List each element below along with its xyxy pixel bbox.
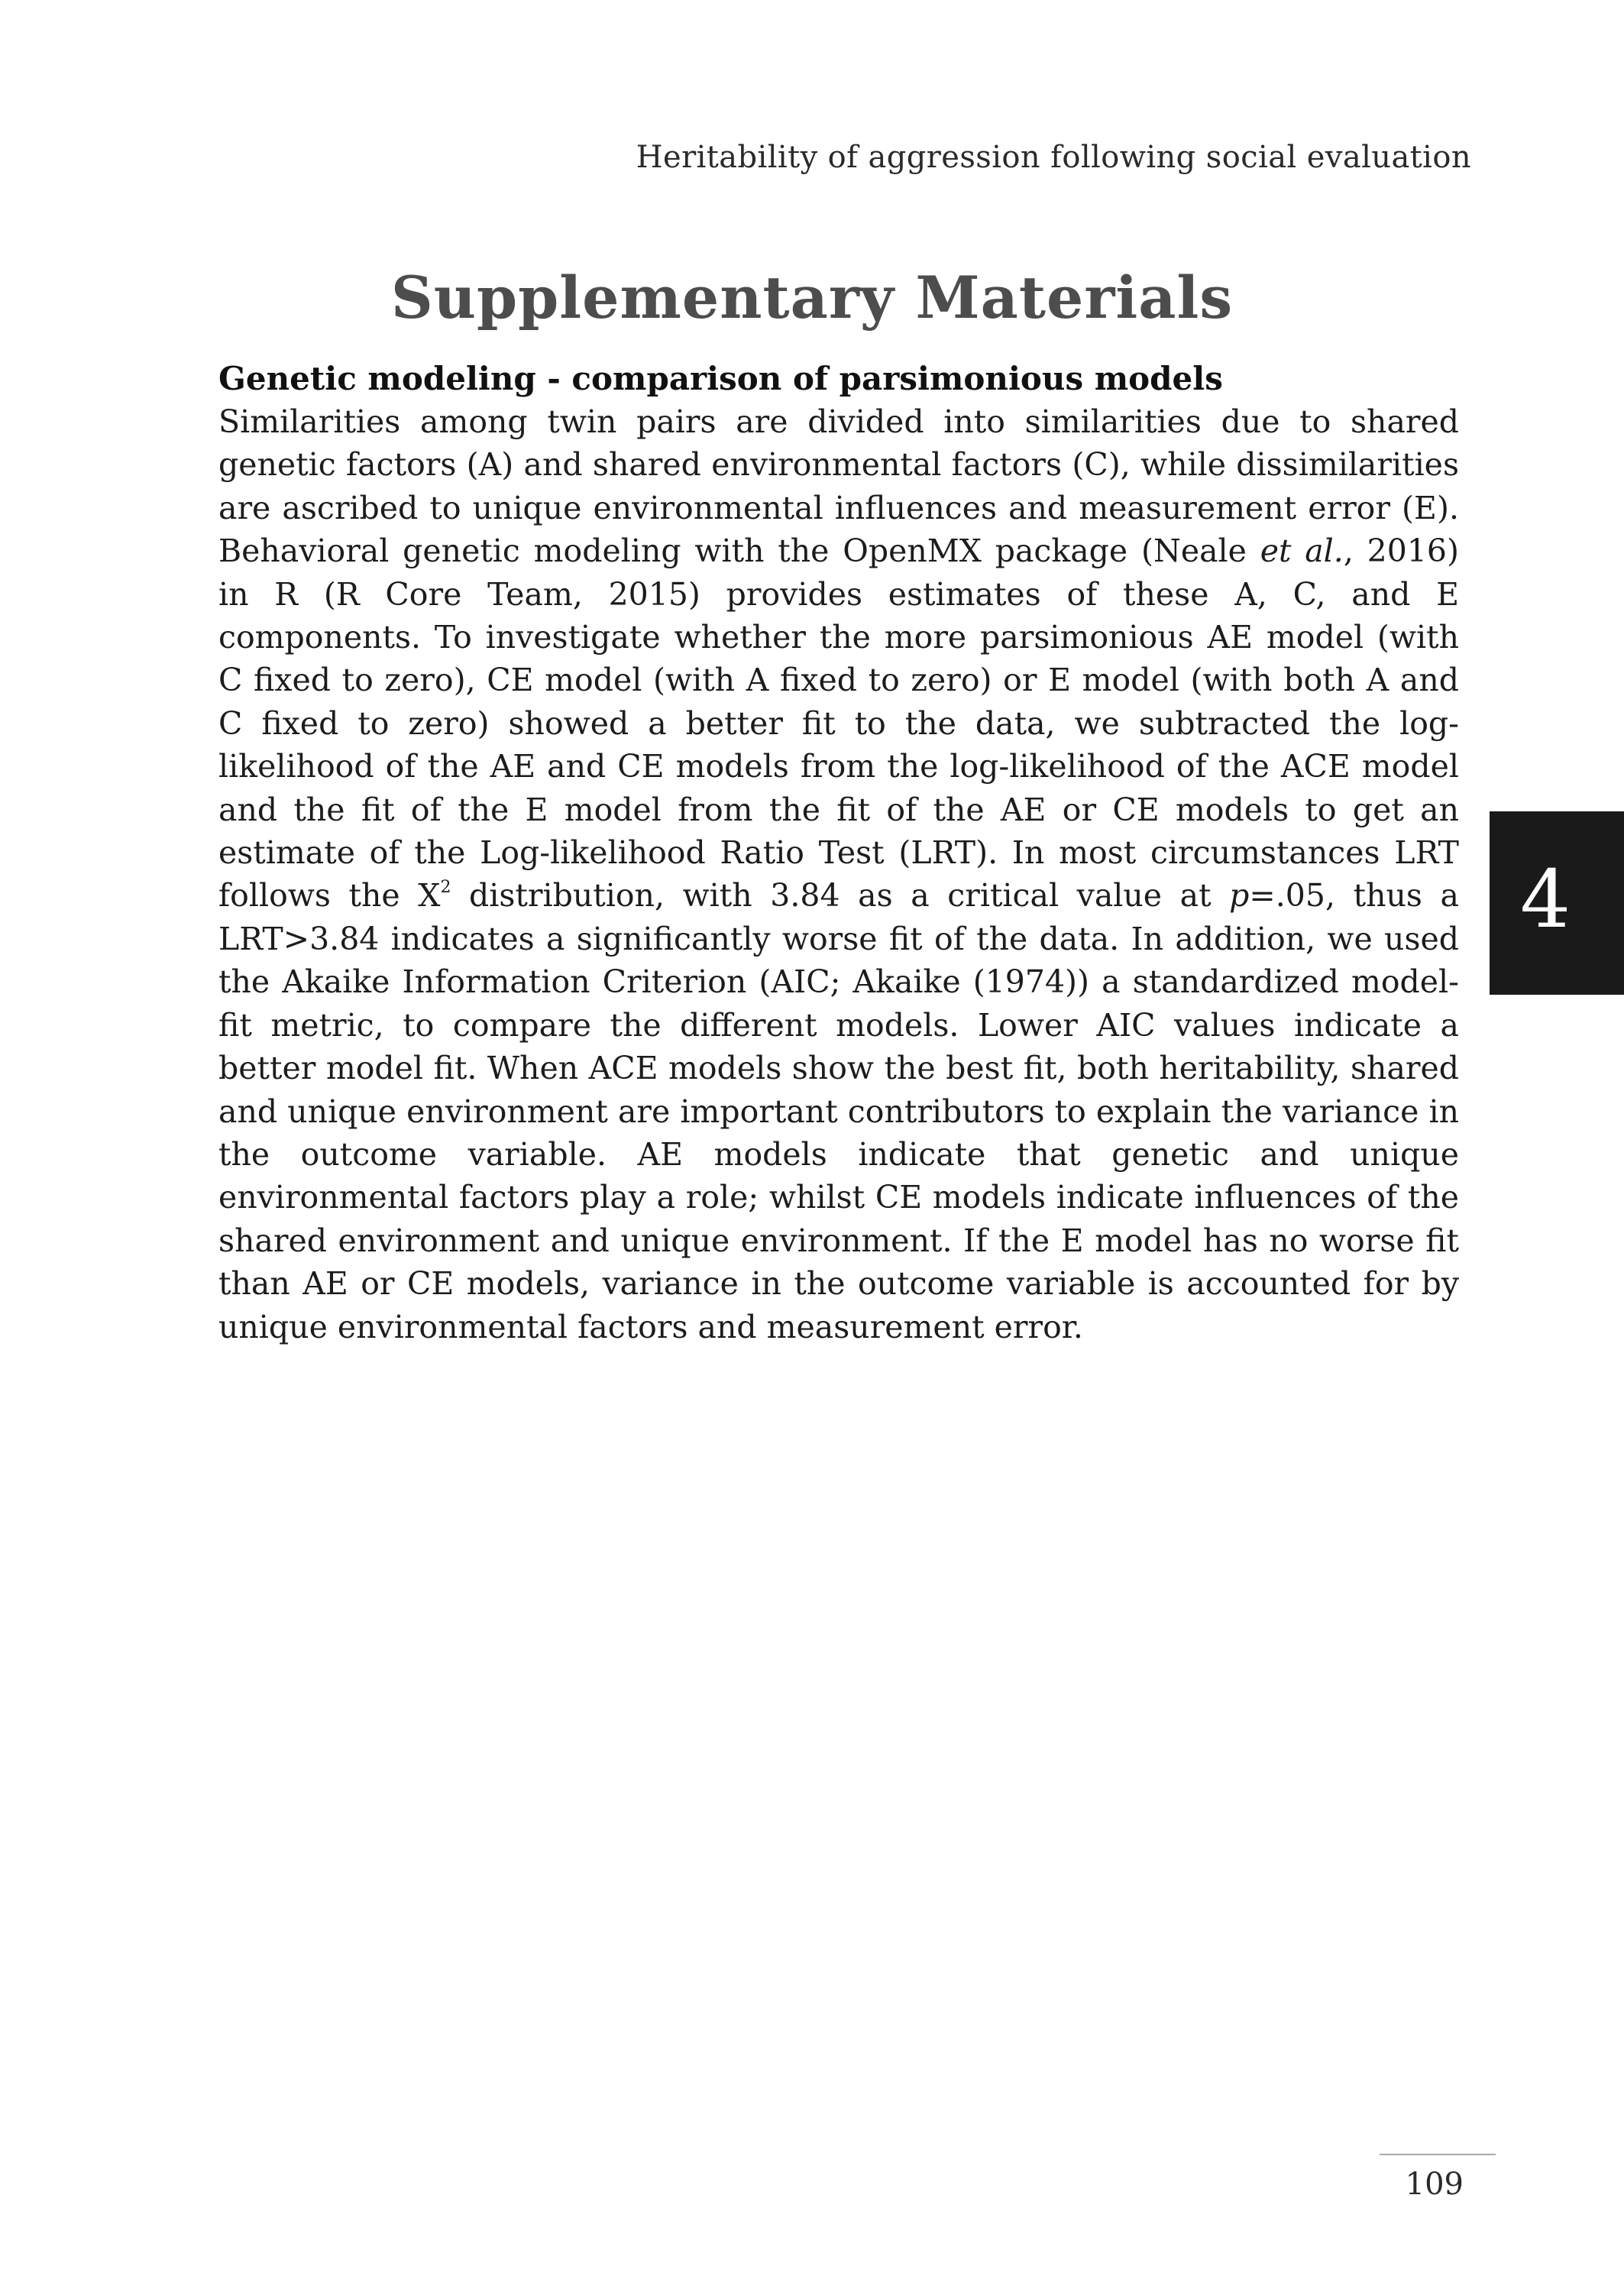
section-genetic-modeling [218,358,1459,1348]
body-text-part-2: , 2016) in R (R Core Team, 2015) provides estimates of these A, C, and E components. To investigate whether the more parsimonious AE model (with C fixed to zero), CE model (with A fixed to zero) or E model (with both A and C fixed to zero) showed a better fit to the data, we subtracted the log-likelihood of the AE and CE models from the log-likelihood of the ACE model and the fit of the E model from the fit of the AE or CE models to get an estimate of the Log-likelihood Ratio Test (LRT). In most circumstances LRT follows the X [218,533,1459,915]
page-number: 109 [1405,2167,1464,2202]
chapter-number: 4 [1520,853,1571,946]
running-head: Heritability of aggression following social evaluation [636,140,1471,175]
citation-et-al: et al. [1260,533,1344,570]
page-title: Supplementary Materials [390,264,1234,332]
chi-square-superscript: 2 [440,878,451,898]
body-text-part-3: distribution, with 3.84 as a critical value at [451,877,1230,915]
body-text-part-4: =.05, thus a LRT>3.84 indicates a significantly worse fit of the data. In addition, we used the Akaike Information Criterion (AIC; Akaike (1974)) a standardized model-fit metric, to compare the different models. Lower AIC values indicate a better model fit. When ACE models show the best fit, both heritability, shared and unique environment are important contributors to explain the variance in the outcome variable. AE models indicate that genetic and unique environmental factors play a role; whilst CE models indicate influences of the shared environment and unique environment. If the E model has no worse fit than AE or CE models, variance in the outcome variable is accounted for by unique environmental factors and measurement error. [218,877,1459,1345]
section-heading: Genetic modeling - comparison of parsimonious models [218,360,1223,397]
chapter-tab [1490,811,1624,995]
footer-rule [1380,2154,1496,2155]
body-paragraph [218,400,1459,1348]
body-text-part-1: Similarities among twin pairs are divided into similarities due to shared genetic factors (A) and shared environmental factors (C), while dissimilarities are ascribed to unique environmental influences and measurement error (E). Behavioral genetic modeling with the OpenMX package (Neale [218,403,1459,570]
p-value-symbol: p [1229,877,1250,915]
